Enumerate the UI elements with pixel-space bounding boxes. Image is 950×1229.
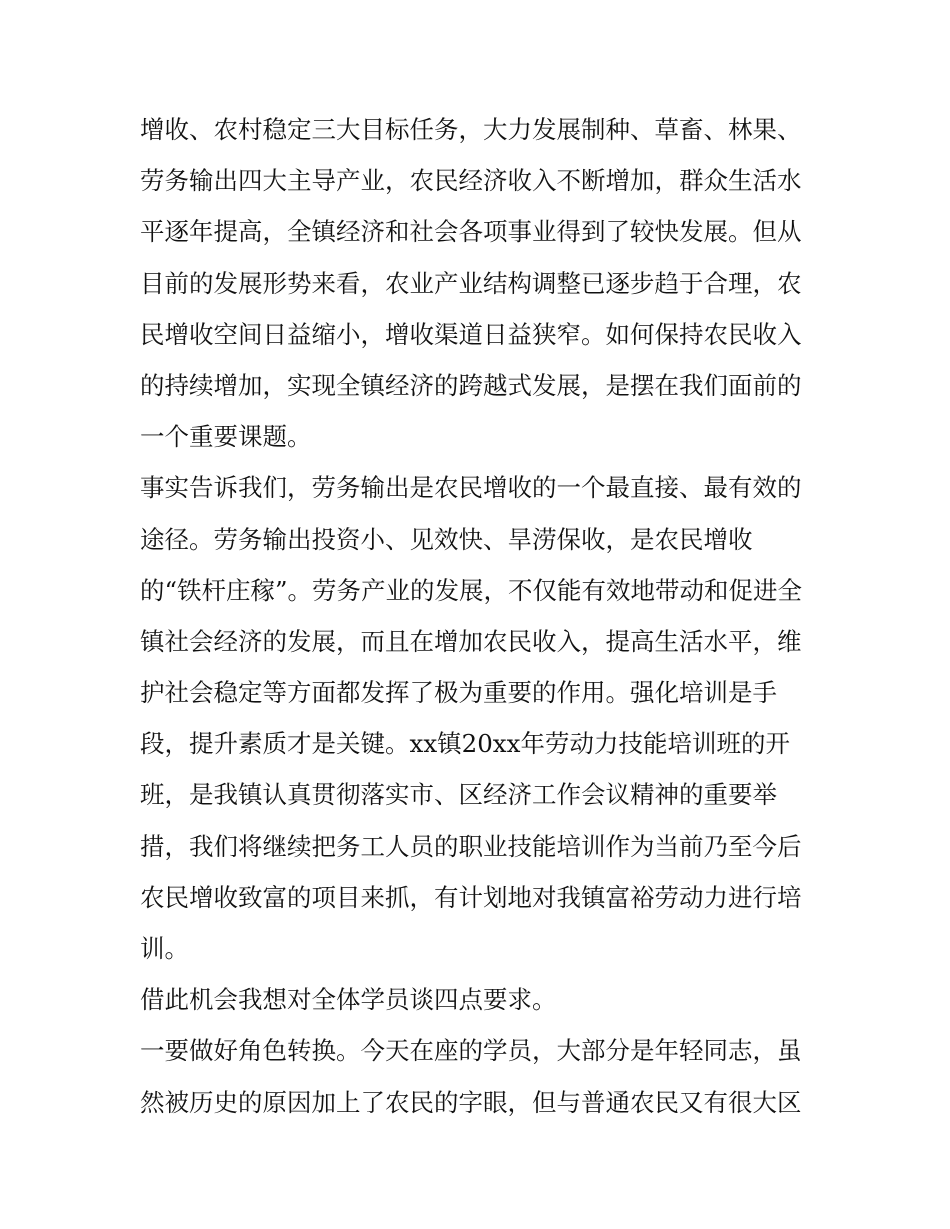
text-line: 班，是我镇认真贯彻落实市、区经济工作会议精神的重要举 xyxy=(140,780,777,810)
text-line: 农民增收致富的项目来抓，有计划地对我镇富裕劳动力进行培 xyxy=(140,882,802,912)
text-line: 护社会稳定等方面都发挥了极为重要的作用。强化培训是手 xyxy=(140,678,777,708)
text-line: 增收、农村稳定三大目标任务，大力发展制种、草畜、林果、 xyxy=(140,115,802,144)
text-line: 措，我们将继续把务工人员的职业技能培训作为当前乃至今后 xyxy=(140,831,802,861)
text-line: 途径。劳务输出投资小、见效快、旱涝保收，是农民增收 xyxy=(140,524,753,554)
text-line: 一个重要课题。 xyxy=(140,422,312,452)
text-line: 的持续增加，实现全镇经济的跨越式发展，是摆在我们面前的 xyxy=(140,370,802,400)
text-line: 段，提升素质才是关键。xx镇20xx年劳动力技能培训班的开 xyxy=(140,729,790,759)
text-line: 劳务输出四大主导产业，农民经济收入不断增加，群众生活水 xyxy=(140,166,802,196)
text-line: 借此机会我想对全体学员谈四点要求。 xyxy=(140,985,557,1015)
text-line: 训。 xyxy=(140,934,189,963)
text-line: 平逐年提高，全镇经济和社会各项事业得到了较快发展。但从 xyxy=(140,217,802,247)
text-line: 一要做好角色转换。今天在座的学员，大部分是年轻同志，虽 xyxy=(140,1036,802,1066)
text-line: 事实告诉我们，劳务输出是农民增收的一个最直接、最有效的 xyxy=(140,473,802,503)
text-line: 镇社会经济的发展，而且在增加农民收入，提高生活水平，维 xyxy=(140,626,802,656)
text-line: 民增收空间日益缩小，增收渠道日益狭窄。如何保持农民收入 xyxy=(140,319,802,349)
text-line: 然被历史的原因加上了农民的字眼，但与普通农民又有很大区 xyxy=(140,1087,802,1117)
text-line: 的“铁杆庄稼”。劳务产业的发展，不仅能有效地带动和促进全 xyxy=(140,575,803,605)
text-line: 目前的发展形势来看，农业产业结构调整已逐步趋于合理，农 xyxy=(140,268,802,298)
document-body xyxy=(140,104,830,1128)
